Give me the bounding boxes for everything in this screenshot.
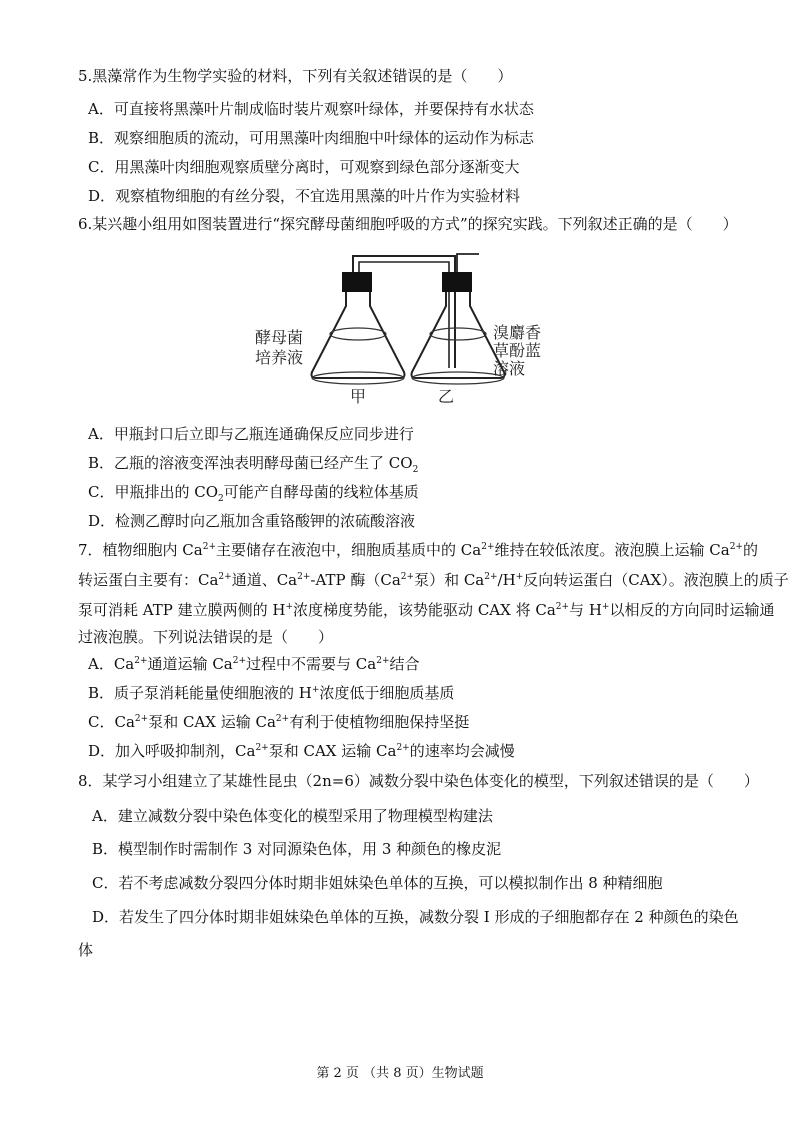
label-indicator-3: 溶液	[493, 359, 526, 378]
connecting-tube-inner	[359, 262, 449, 368]
label-yeast-1: 酵母菌	[255, 328, 304, 347]
page-footer: 第 2 页 （共 8 页）生物试题	[316, 1066, 484, 1081]
q6-option-b: B．乙瓶的溶液变浑浊表明酵母菌已经产生了 $CO_2$	[88, 454, 419, 475]
q7-option-d: D．加入呼吸抑制剂，$Ca^{2+}$泵和 CAX 运输 $Ca^{2+}$的速率均会减慢	[88, 742, 515, 760]
q7-option-a: A．$Ca^{2+}$通道运输 $Ca^{2+}$过程中不需要与 $Ca^{2+}$结合	[88, 655, 420, 673]
label-yeast-2: 培养液	[255, 348, 304, 367]
q6-option-c: C．甲瓶排出的 $CO_2$可能产自酵母菌的线粒体基质	[88, 483, 419, 504]
q5-option-d: D．观察植物细胞的有丝分裂，不宜选用黑藻的叶片作为实验材料	[88, 187, 521, 205]
q6-flask-apparatus-figure	[250, 248, 570, 408]
q6-option-d: D．检测乙醇时向乙瓶加含重铬酸钾的浓硫酸溶液	[88, 512, 416, 530]
q8-stem: 8．某学习小组建立了某雄性昆虫（2n=6）减数分裂中染色体变化的模型，下列叙述错误的是（ ）	[78, 772, 759, 790]
q8-option-d-continuation: 体	[78, 941, 94, 959]
q8-option-c: C．若不考虑减数分裂四分体时期非姐妹染色单体的互换，可以模拟制作出 8 种精细胞	[92, 874, 663, 892]
q7-stem-line-2: 转运蛋白主要有：$Ca^{2+}$通道、$Ca^{2+}$-ATP 酶（$Ca^{2+}$泵）和 $Ca^{2+}/H^+$反向转运蛋白（CAX）。液泡膜上的质子	[78, 571, 789, 589]
q7-stem-line-4: 过液泡膜。下列说法错误的是（ ）	[78, 628, 334, 646]
q5-stem: 5.黑藻常作为生物学实验的材料，下列有关叙述错误的是（ ）	[78, 67, 513, 85]
flask-jia	[312, 272, 405, 384]
q8-option-d: D．若发生了四分体时期非姐妹染色单体的互换，减数分裂 I 形成的子细胞都存在 2 种颜色的染色	[92, 908, 739, 926]
q5-option-b: B．观察细胞质的流动，可用黑藻叶肉细胞中叶绿体的运动作为标志	[88, 129, 535, 147]
q5-option-c: C．用黑藻叶肉细胞观察质壁分离时，可观察到绿色部分逐渐变大	[88, 158, 520, 176]
q5-option-a: A．可直接将黑藻叶片制成临时装片观察叶绿体，并要保持有水状态	[88, 100, 534, 118]
q8-option-a: A．建立减数分裂中染色体变化的模型采用了物理模型构建法	[92, 807, 493, 825]
q7-stem-line-3: 泵可消耗 ATP 建立膜两侧的 H+浓度梯度势能，该势能驱动 CAX 将 $Ca^{2+}$与 H+以相反的方向同时运输通	[78, 601, 775, 619]
label-flask-yi: 乙	[438, 387, 455, 406]
label-indicator-2: 草酚蓝	[493, 341, 542, 360]
label-flask-jia: 甲	[350, 387, 367, 406]
label-indicator-1: 溴麝香	[493, 323, 542, 342]
q7-option-b: B．质子泵消耗能量使细胞液的 H+浓度低于细胞质基质	[88, 684, 455, 702]
flask-yi	[412, 272, 505, 384]
q6-option-a: A．甲瓶封口后立即与乙瓶连通确保反应同步进行	[88, 425, 414, 443]
q6-stem: 6.某兴趣小组用如图装置进行“探究酵母菌细胞呼吸的方式”的探究实践。下列叙述正确的是（ ）	[78, 215, 738, 233]
q8-option-b: B．模型制作时需制作 3 对同源染色体，用 3 种颜色的橡皮泥	[92, 840, 502, 858]
q7-stem-line-1: 7．植物细胞内 $Ca^{2+}$主要储存在液泡中，细胞质基质中的 $Ca^{2+}$维持在较低浓度。液泡膜上运输 $Ca^{2+}$的	[78, 541, 758, 559]
q7-option-c: C．$Ca^{2+}$泵和 CAX 运输 $Ca^{2+}$有利于使植物细胞保持坚挺	[88, 713, 470, 731]
